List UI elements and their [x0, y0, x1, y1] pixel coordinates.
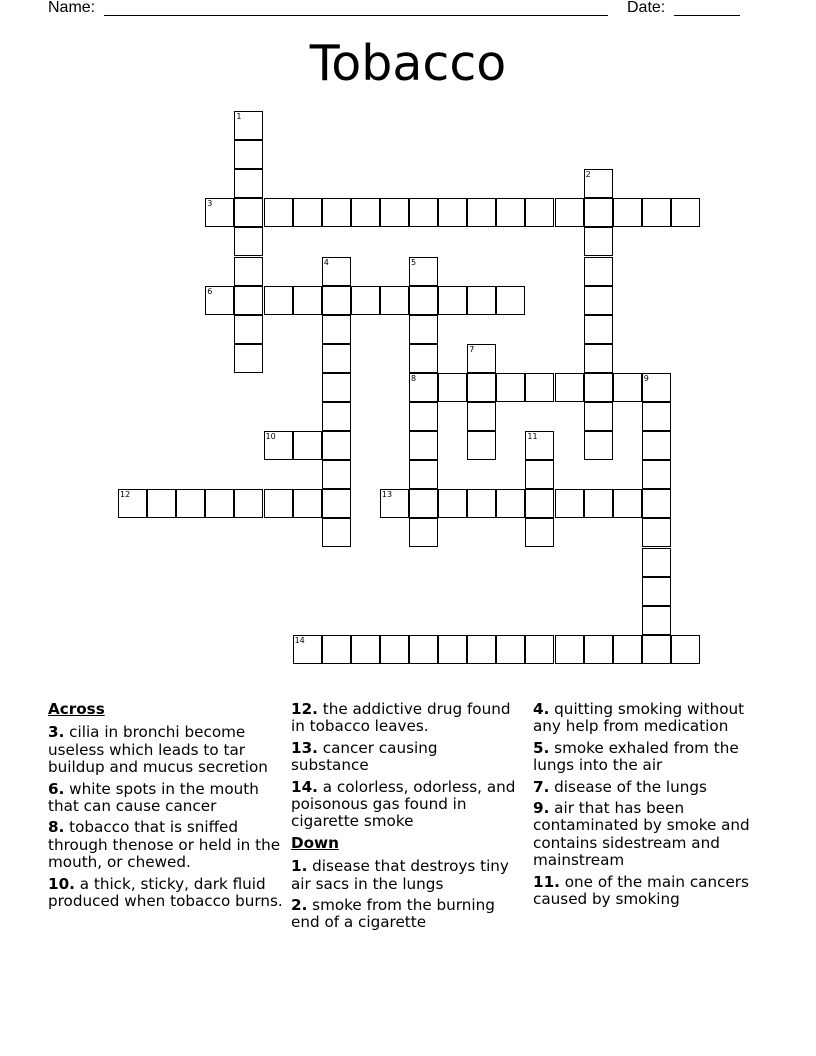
crossword-cell[interactable] [584, 169, 613, 198]
crossword-cell[interactable] [322, 460, 351, 489]
clue-number: 8. [48, 818, 65, 837]
clue-across-14 [291, 779, 516, 831]
crossword-cell[interactable] [555, 198, 584, 227]
clue-text: disease that destroys tiny air sacs in the lungs [291, 857, 509, 893]
clue-text: cancer causing substance [291, 738, 438, 775]
clue-across-6 [48, 781, 288, 816]
clue-across-8 [48, 819, 288, 871]
crossword-cell[interactable] [642, 198, 671, 227]
clue-text: quitting smoking without any help from medication [533, 700, 745, 736]
crossword-cell[interactable] [438, 198, 467, 227]
clue-text: the addictive drug found in tobacco leaves. [291, 700, 511, 736]
crossword-cell[interactable] [234, 286, 263, 315]
clue-text: one of the main cancers caused by smoking [533, 872, 749, 909]
crossword-cell[interactable] [555, 489, 584, 518]
crossword-cell[interactable] [293, 198, 322, 227]
clue-number: 3. [48, 723, 65, 742]
crossword-cell[interactable] [642, 518, 671, 547]
crossword-cell[interactable] [351, 286, 380, 315]
crossword-cell[interactable] [496, 286, 525, 315]
clue-number-label: 9 [643, 373, 649, 383]
clue-across-3 [48, 724, 288, 776]
clue-number-label: 13 [381, 490, 393, 500]
crossword-cell[interactable] [234, 315, 263, 344]
crossword-cell[interactable] [409, 286, 438, 315]
crossword-cell[interactable] [322, 402, 351, 431]
crossword-cell[interactable] [409, 373, 438, 402]
crossword-cell[interactable] [234, 257, 263, 286]
crossword-cell[interactable] [234, 227, 263, 256]
clue-column-2 [291, 701, 516, 936]
crossword-cell[interactable] [642, 548, 671, 577]
crossword-cell[interactable] [264, 489, 293, 518]
crossword-cell[interactable] [584, 315, 613, 344]
crossword-cell[interactable] [409, 460, 438, 489]
crossword-cell[interactable] [525, 489, 554, 518]
date-label: Date: [627, 0, 666, 16]
crossword-cell[interactable] [322, 286, 351, 315]
clue-number-label: 7 [469, 344, 475, 354]
crossword-cell[interactable] [438, 373, 467, 402]
clue-across-13 [291, 740, 516, 775]
clue-number: 2. [291, 896, 308, 915]
crossword-cell[interactable] [525, 518, 554, 547]
crossword-cell[interactable] [467, 373, 496, 402]
crossword-cell[interactable] [613, 489, 642, 518]
clue-number-label: 14 [294, 635, 305, 645]
crossword-cell[interactable] [496, 198, 525, 227]
across-heading: Across [48, 700, 105, 718]
crossword-cell[interactable] [642, 577, 671, 606]
clue-down-7 [533, 779, 768, 796]
clue-number-label: 8 [411, 373, 417, 383]
crossword-cell[interactable] [409, 489, 438, 518]
crossword-cell[interactable] [584, 489, 613, 518]
clue-number-label: 2 [585, 170, 591, 180]
clue-text: cilia in bronchi become useless which leads to tar buildup and mucus secretion [48, 723, 268, 777]
down-heading: Down [291, 833, 339, 852]
clue-text: a colorless, odorless, and poisonous gas found in cigarette smoke [291, 777, 516, 831]
crossword-cell[interactable] [467, 489, 496, 518]
crossword-cell[interactable] [264, 431, 293, 460]
crossword-cell[interactable] [555, 635, 584, 664]
crossword-cell[interactable] [584, 198, 613, 227]
clue-text: tobacco that is sniffed through thenose or held in the mouth, or chewed. [48, 818, 281, 872]
crossword-cell[interactable] [584, 635, 613, 664]
clue-number: 1. [291, 857, 308, 876]
clue-column-1 [48, 701, 288, 914]
clue-number: 7. [533, 777, 550, 796]
crossword-cell[interactable] [613, 373, 642, 402]
crossword-cell[interactable] [264, 286, 293, 315]
crossword-cell[interactable] [409, 635, 438, 664]
crossword-cell[interactable] [584, 227, 613, 256]
crossword-cell[interactable] [525, 198, 554, 227]
clue-text: air that has been contaminated by smoke and contains sidestream and mainstream [533, 799, 750, 870]
crossword-cell[interactable] [205, 489, 234, 518]
crossword-cell[interactable] [380, 198, 409, 227]
crossword-cell[interactable] [322, 489, 351, 518]
clue-number: 5. [533, 738, 550, 757]
clue-number-label: 12 [120, 490, 131, 500]
clue-across-10 [48, 876, 288, 911]
clue-text: disease of the lungs [554, 777, 707, 796]
crossword-cell[interactable] [642, 606, 671, 635]
crossword-cell[interactable] [467, 635, 496, 664]
clue-text: smoke from the burning end of a cigarette [291, 896, 495, 932]
crossword-cell[interactable] [409, 198, 438, 227]
clue-down-2 [291, 897, 516, 932]
crossword-cell[interactable] [584, 257, 613, 286]
crossword-cell[interactable] [322, 373, 351, 402]
clue-text: a thick, sticky, dark fluid produced when tobacco burns. [48, 874, 283, 911]
crossword-cell[interactable] [380, 635, 409, 664]
crossword-cell[interactable] [438, 635, 467, 664]
crossword-cell[interactable] [322, 344, 351, 373]
crossword-cell[interactable] [409, 431, 438, 460]
crossword-cell[interactable] [671, 198, 700, 227]
crossword-cell[interactable] [322, 315, 351, 344]
clue-number-label: 3 [207, 199, 213, 209]
crossword-cell[interactable] [409, 344, 438, 373]
clue-across-12 [291, 701, 516, 736]
clue-number-label: 4 [323, 257, 329, 267]
crossword-cell[interactable] [525, 635, 554, 664]
clue-number: 10. [48, 874, 75, 893]
crossword-cell[interactable] [584, 402, 613, 431]
crossword-cell[interactable] [205, 286, 234, 315]
page-title: Tobacco [309, 35, 507, 92]
crossword-cell[interactable] [234, 169, 263, 198]
crossword-cell[interactable] [642, 373, 671, 402]
crossword-cell[interactable] [642, 489, 671, 518]
clue-column-3 [533, 701, 768, 912]
crossword-cell[interactable] [642, 635, 671, 664]
clue-number: 12. [291, 700, 318, 718]
clue-text: white spots in the mouth that can cause cancer [48, 779, 259, 816]
crossword-cell[interactable] [496, 635, 525, 664]
crossword-cell[interactable] [322, 257, 351, 286]
clue-number: 4. [533, 700, 550, 718]
crossword-cell[interactable] [467, 431, 496, 460]
crossword-cell[interactable] [380, 286, 409, 315]
crossword-cell[interactable] [234, 140, 263, 169]
crossword-cell[interactable] [613, 635, 642, 664]
clue-number: 11. [533, 872, 560, 891]
crossword-cell[interactable] [409, 315, 438, 344]
clue-down-11 [533, 874, 768, 909]
crossword-cell[interactable] [584, 344, 613, 373]
crossword-cell[interactable] [671, 635, 700, 664]
clue-number-label: 5 [411, 257, 417, 267]
crossword-cell[interactable] [147, 489, 176, 518]
crossword-cell[interactable] [293, 489, 322, 518]
crossword-cell[interactable] [234, 489, 263, 518]
crossword-cell[interactable] [322, 635, 351, 664]
crossword-cell[interactable] [409, 518, 438, 547]
clue-down-1 [291, 858, 516, 893]
crossword-cell[interactable] [613, 198, 642, 227]
crossword-cell[interactable] [264, 198, 293, 227]
clue-number-label: 1 [236, 112, 242, 121]
crossword-cell[interactable] [584, 286, 613, 315]
crossword-cell[interactable] [467, 402, 496, 431]
crossword-cell[interactable] [467, 344, 496, 373]
clue-number-label: 6 [207, 286, 213, 296]
crossword-cell[interactable] [322, 198, 351, 227]
name-label: Name: [48, 0, 96, 16]
crossword-cell[interactable] [234, 198, 263, 227]
crossword-cell[interactable] [351, 198, 380, 227]
crossword-cell[interactable] [234, 344, 263, 373]
crossword-cell[interactable] [234, 111, 263, 140]
crossword-cell[interactable] [293, 286, 322, 315]
crossword-cell[interactable] [293, 635, 322, 664]
crossword-cell[interactable] [525, 431, 554, 460]
crossword-cell[interactable] [555, 373, 584, 402]
crossword-cell[interactable] [584, 431, 613, 460]
crossword-cell[interactable] [438, 489, 467, 518]
clue-number: 6. [48, 779, 65, 798]
crossword-cell[interactable] [409, 402, 438, 431]
crossword-cell[interactable] [584, 373, 613, 402]
crossword-cell[interactable] [205, 198, 234, 227]
crossword-cell[interactable] [467, 286, 496, 315]
crossword-cell[interactable] [496, 489, 525, 518]
crossword-cell[interactable] [380, 489, 409, 518]
clue-down-5 [533, 740, 768, 775]
clue-down-9 [533, 800, 768, 870]
clue-number: 9. [533, 799, 550, 818]
crossword-cell[interactable] [642, 402, 671, 431]
crossword-cell[interactable] [176, 489, 205, 518]
crossword-cell[interactable] [118, 489, 147, 518]
clue-text: smoke exhaled from the lungs into the air [533, 738, 739, 775]
crossword-cell[interactable] [293, 431, 322, 460]
crossword-cell[interactable] [351, 635, 380, 664]
crossword-cell[interactable] [467, 198, 496, 227]
crossword-cell[interactable] [438, 286, 467, 315]
clue-number-label: 10 [265, 432, 276, 442]
crossword-cell[interactable] [322, 431, 351, 460]
clue-number-label: 11 [527, 432, 538, 442]
crossword-cell[interactable] [409, 257, 438, 286]
crossword-cell[interactable] [525, 373, 554, 402]
clue-number: 13. [291, 738, 318, 757]
crossword-cell[interactable] [322, 518, 351, 547]
crossword-cell[interactable] [496, 373, 525, 402]
crossword-cell[interactable] [525, 460, 554, 489]
crossword-cell[interactable] [642, 431, 671, 460]
crossword-cell[interactable] [642, 460, 671, 489]
clue-number: 14. [291, 777, 318, 796]
clue-down-4 [533, 701, 768, 736]
